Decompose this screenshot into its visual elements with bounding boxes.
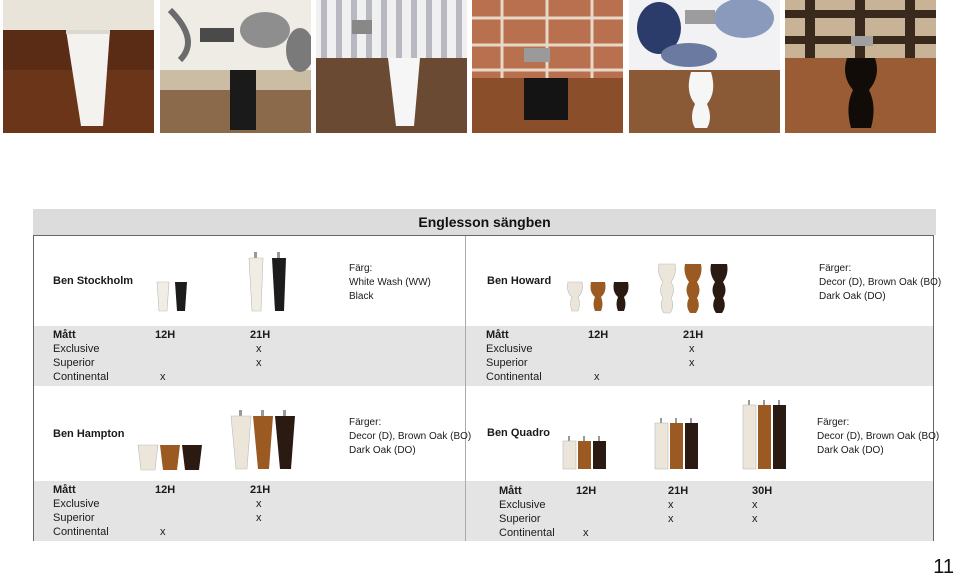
howard-21h-legs-image — [655, 260, 731, 314]
table-title-bar — [33, 209, 936, 235]
hampton-mark: x — [160, 526, 166, 538]
quadro-21h-legs-image — [654, 418, 700, 470]
howard-mark: x — [594, 371, 600, 383]
quadro-color-1: Decor (D), Brown Oak (BO) — [817, 431, 940, 442]
stockholm-row-label: Continental — [53, 371, 109, 383]
quadro-size-30h: 30H — [752, 485, 773, 497]
quadro-size-21h: 21H — [668, 485, 689, 497]
quadro-30h-legs-image — [742, 400, 788, 470]
quadro-mark: x — [668, 499, 674, 511]
stockholm-mark: x — [160, 371, 166, 383]
howard-mark: x — [689, 343, 695, 355]
hampton-row-label: Exclusive — [53, 498, 100, 510]
hampton-mark: x — [256, 512, 262, 524]
hampton-colors-label: Färger: — [349, 417, 382, 428]
howard-row-label: Exclusive — [486, 343, 533, 355]
stockholm-size-12h: 12H — [155, 329, 176, 341]
quadro-matt-label: Mått — [499, 485, 522, 497]
howard-12h-legs-image — [564, 280, 634, 312]
howard-name: Ben Howard — [487, 275, 552, 287]
howard-colors — [819, 262, 941, 304]
stockholm-21h-legs-image — [248, 252, 290, 312]
howard-matt-label: Mått — [486, 329, 509, 341]
quadro-mark: x — [752, 513, 758, 525]
quadro-mark: x — [583, 527, 589, 539]
hampton-mark: x — [256, 498, 262, 510]
quadro-12h-legs-image — [562, 436, 608, 470]
quadro-mark: x — [668, 513, 674, 525]
hampton-color-2: Dark Oak (DO) — [349, 445, 416, 456]
hampton-colors — [349, 416, 471, 458]
page-title: Englesson sängben — [418, 214, 551, 230]
stockholm-color-2: Black — [349, 291, 374, 302]
howard-color-2: Dark Oak (DO) — [819, 291, 886, 302]
stockholm-12h-legs-image — [155, 280, 191, 312]
stockholm-name: Ben Stockholm — [53, 275, 134, 287]
quadro-size-12h: 12H — [576, 485, 597, 497]
quadro-row-label: Exclusive — [499, 499, 546, 511]
howard-size-12h: 12H — [588, 329, 609, 341]
stockholm-size-21h: 21H — [250, 329, 271, 341]
quadro-colors-label: Färger: — [817, 417, 850, 428]
striped-white-leg-photo — [316, 0, 467, 133]
plaid-square-leg-photo — [472, 0, 623, 133]
stockholm-color-1: White Wash (WW) — [349, 277, 431, 288]
stockholm-mark: x — [256, 357, 262, 369]
hampton-21h-legs-image — [230, 410, 296, 470]
stockholm-colors — [349, 262, 431, 304]
quadro-color-2: Dark Oak (DO) — [817, 445, 884, 456]
howard-row-label: Superior — [486, 357, 528, 369]
hampton-row-label: Superior — [53, 512, 95, 524]
stockholm-matt-label: Mått — [53, 329, 76, 341]
page-number: 11 — [933, 556, 954, 578]
quadro-mark: x — [752, 499, 758, 511]
howard-size-21h: 21H — [683, 329, 704, 341]
plaid-turned-leg-photo — [785, 0, 936, 133]
quadro-row-label: Superior — [499, 513, 541, 525]
stockholm-row-label: Superior — [53, 357, 95, 369]
quadro-colors — [817, 416, 939, 458]
hampton-12h-legs-image — [137, 441, 203, 471]
howard-color-1: Decor (D), Brown Oak (BO) — [819, 277, 942, 288]
quadro-row-label: Continental — [499, 527, 555, 539]
floral-turned-leg-photo — [629, 0, 780, 133]
hampton-size-21h: 21H — [250, 484, 271, 496]
quadro-name: Ben Quadro — [487, 427, 550, 439]
floral-square-leg-photo — [160, 0, 311, 133]
stockholm-colors-label: Färg: — [349, 263, 373, 274]
howard-row-label: Continental — [486, 371, 542, 383]
hampton-color-1: Decor (D), Brown Oak (BO) — [349, 431, 472, 442]
howard-colors-label: Färger: — [819, 263, 852, 274]
stockholm-row-label: Exclusive — [53, 343, 100, 355]
hampton-row-label: Continental — [53, 526, 109, 538]
hampton-matt-label: Mått — [53, 484, 76, 496]
hampton-name: Ben Hampton — [53, 428, 125, 440]
howard-mark: x — [689, 357, 695, 369]
stockholm-mark: x — [256, 343, 262, 355]
hampton-size-12h: 12H — [155, 484, 176, 496]
white-tapered-leg-photo — [3, 0, 154, 133]
